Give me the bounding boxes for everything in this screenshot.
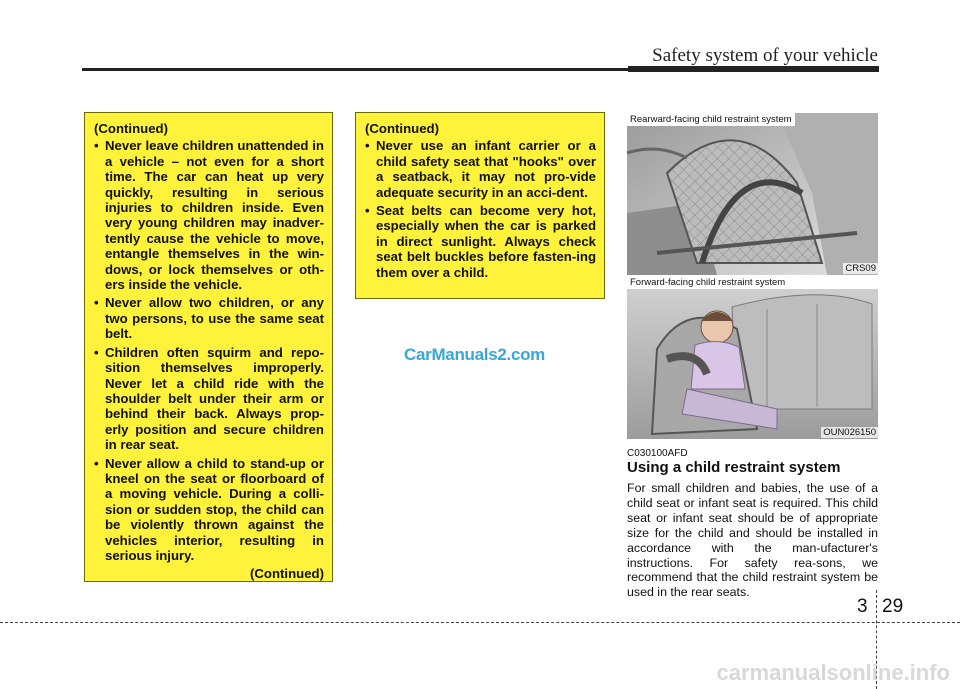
footer-divider bbox=[0, 622, 960, 623]
rearward-child-seat-illustration bbox=[627, 113, 878, 275]
site-watermark: carmanualsonline.info bbox=[716, 660, 950, 685]
continued-label: (Continued) bbox=[94, 121, 168, 136]
rearward-child-seat-photo bbox=[627, 113, 878, 275]
forward-child-seat-illustration bbox=[627, 289, 878, 439]
figure-code: OUN026150 bbox=[823, 427, 876, 438]
continued-label: (Continued) bbox=[365, 121, 439, 136]
warning-list bbox=[94, 138, 324, 563]
chapter-number: 3 bbox=[857, 596, 868, 617]
warning-item: • Never use an infant carrier or a child safety seat that "hooks" over a seatback, it may not pro-vide adequate security in an acci-dent. bbox=[365, 138, 596, 200]
section-body: For small children and babies, the use of a child seat or infant seat is required. This child seat or infant seat should be of appropriate size for the child and should be installed in accordance with the man-ufacturer's instructions. For safety rea-sons, we recommend that the child restraint system be used in the rear seats. bbox=[627, 481, 878, 600]
figure-code: CRS09 bbox=[845, 263, 876, 274]
warning-list bbox=[365, 138, 596, 280]
warning-box-right bbox=[355, 112, 605, 299]
header-rule-accent bbox=[628, 66, 879, 72]
continued-label-end: (Continued) bbox=[250, 566, 324, 582]
warning-item: • Seat belts can become very hot, especially when the car is parked in direct sunlight. Always check seat belt buckles before fasten-ing them over a child. bbox=[365, 203, 596, 280]
watermark-link[interactable]: CarManuals2.com bbox=[404, 345, 545, 364]
warning-item: • Never allow two children, or any two persons, to use the same seat belt. bbox=[94, 295, 324, 341]
page-header-title: Safety system of your vehicle bbox=[652, 45, 878, 66]
warning-box-left bbox=[84, 112, 333, 582]
section-heading: Using a child restraint system bbox=[627, 459, 841, 476]
warning-item: • Never allow a child to stand-up or kneel on the seat or floorboard of a moving vehicle. During a colli-sion or sudden stop, the child can be violently thrown against the vehicles interior, resulting in serious injury. bbox=[94, 456, 324, 564]
section-code: C030100AFD bbox=[627, 448, 688, 459]
warning-item: • Never leave children unattended in a vehicle – not even for a short time. The car can heat up very quickly, resulting in serious injuries to children inside. Even very young children may inadver-tently cause the vehicle to move, entangle themselves in the win-dows, or lock themselves or oth-ers inside the vehicle. bbox=[94, 138, 324, 292]
page-number: 29 bbox=[882, 596, 904, 617]
warning-item: • Children often squirm and repo-sition themselves improperly. Never let a child ride with the shoulder belt under their arm or behind their back. Always prop-erly position and secure children in rear seat. bbox=[94, 345, 324, 453]
forward-child-seat-photo bbox=[627, 277, 878, 439]
figure-label: Forward-facing child restraint system bbox=[627, 276, 788, 289]
figure-label: Rearward-facing child restraint system bbox=[627, 113, 795, 126]
